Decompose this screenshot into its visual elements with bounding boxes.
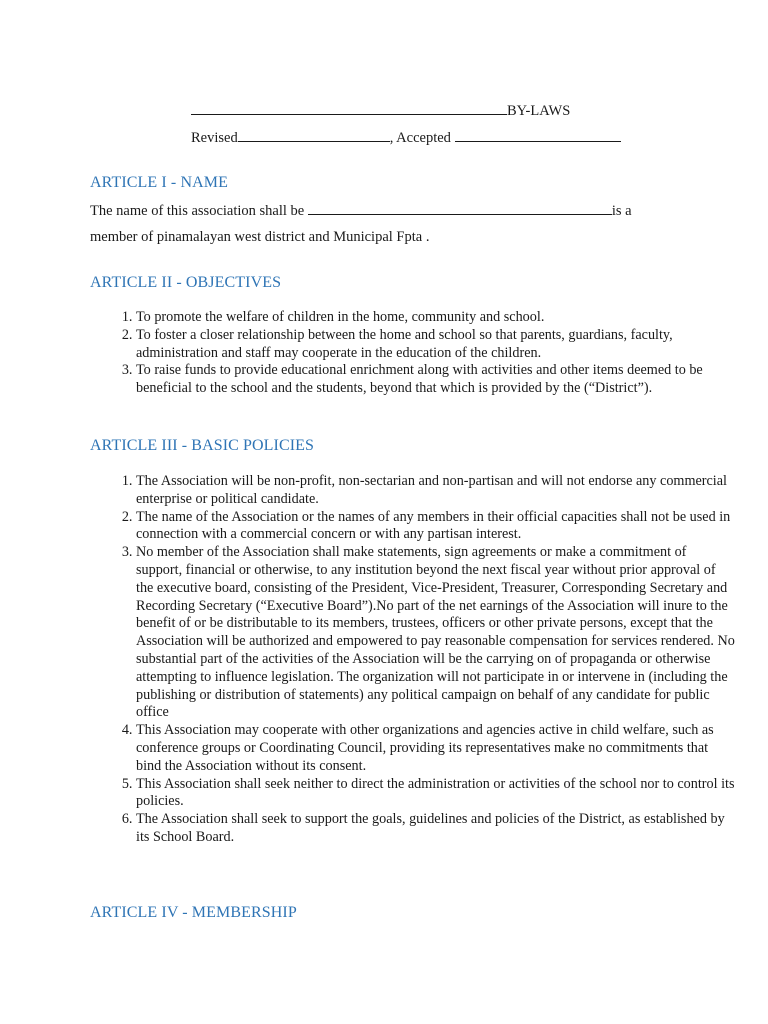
list-item: 5. This Association shall seek neither to direct the administration or activities of the school nor to control its policies. [136,776,736,812]
list-item: 6. The Association shall seek to support the goals, guidelines and policies of the District, as established by its School Board. [136,811,736,847]
article-1-text-after: is a [611,203,632,219]
association-name-field-blank [308,201,612,215]
article-1-heading: ARTICLE I - NAME [90,174,228,191]
association-name-blank [191,101,507,115]
article-2-list [90,309,736,398]
article-3-heading: ARTICLE III - BASIC POLICIES [90,437,315,454]
accepted-date-blank [455,128,621,142]
article-1-paragraph [90,198,690,250]
list-item: 4. This Association may cooperate with other organizations and agencies active in child welfare, such as conference groups or Coordinating Council, providing its representatives make no commitments that bind the Association without its consent. [136,722,736,775]
list-item: 3. No member of the Association shall make statements, sign agreements or make a commitment of support, financial or otherwise, to any institution beyond the next fiscal year without prior approval of the executive board, consisting of the President, Vice-President, Treasurer, Corresponding Secretary and Recording Secretary (“Executive Board”).No part of the net earnings of the Association will inure to the benefit of or be distributable to its members, trustees, officers or other private persons, except that the Association will be authorized and empowered to pay reasonable compensation for services rendered. No substantial part of the activities of the Association will be the carrying on of propaganda or otherwise attempting to influence legislation. The organization will not participate in or intervene in (including the publishing or distribution of statements) any political campaign on behalf of any candidate for public office [136,544,736,722]
revised-date-blank [238,128,390,142]
article-4-heading: ARTICLE IV - MEMBERSHIP [90,904,297,921]
revised-label: Revised [191,130,238,146]
list-item: 2. The name of the Association or the names of any members in their official capacities shall not be used in connection with a commercial concern or with any partisan interest. [136,509,736,545]
article-1-text-before: The name of this association shall be [90,203,308,219]
list-item: 1. The Association will be non-profit, non-sectarian and non-partisan and will not endorse any commercial enterprise or political candidate. [136,473,736,509]
bylaws-title-line [191,101,570,120]
bylaws-title: BY-LAWS [507,103,571,119]
accepted-label: , Accepted [389,130,451,146]
article-2-heading: ARTICLE II - OBJECTIVES [90,274,282,291]
list-item: 2. To foster a closer relationship between the home and school so that parents, guardians, faculty, administration and staff may cooperate in the education of the children. [136,327,736,363]
article-3-list [90,473,736,847]
list-item: 3. To raise funds to provide educational enrichment along with activities and other items deemed to be beneficial to the school and the students, beyond that which is provided by the (“District”). [136,362,736,398]
article-1-text-line2: member of pinamalayan west district and Municipal Fpta . [90,229,430,245]
revision-line [191,128,621,147]
list-item: 1. To promote the welfare of children in the home, community and school. [136,309,736,327]
